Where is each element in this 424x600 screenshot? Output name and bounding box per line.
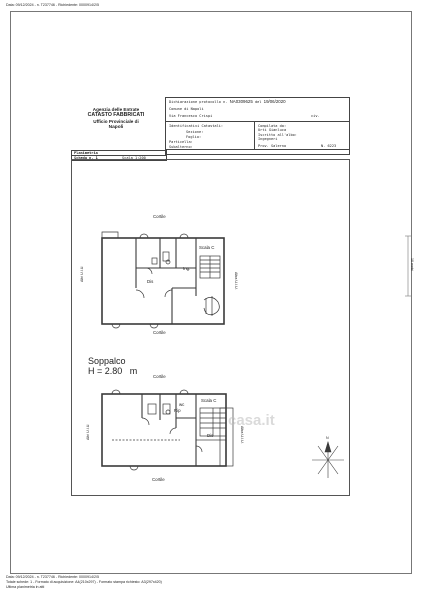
catasto-title: CATASTO FABBRICATI [87, 112, 145, 118]
comune: Comune di Napoli [169, 107, 204, 111]
north-arrow [312, 442, 344, 478]
lower-side-left: Altri U.I.U. [86, 423, 90, 440]
civ-label: civ. [311, 114, 320, 118]
subalterno-label: Subalterno: [169, 145, 193, 149]
compiled-name: Urti Gianluca [258, 128, 287, 132]
lower-dis-label: Dis [207, 433, 214, 438]
north-arrow-head [325, 442, 331, 452]
soppalco-title: Soppalco [88, 356, 126, 366]
watermark: casa.it [228, 412, 275, 429]
lower-wc-label: wc [179, 402, 185, 407]
prov-label: Prov. Salerno [258, 144, 287, 148]
upper-side-right: Altra U.I.U. [234, 272, 238, 290]
top-stamp: Data: 09/12/2024 - n. T237746 - Richiedente: 0000914/2/5 [6, 3, 100, 7]
door-swing [136, 290, 144, 298]
upper-bath-fixture [163, 252, 169, 261]
foglio-label: Foglio: [186, 135, 202, 139]
upper-cortile-top: Cortile [153, 214, 166, 219]
lower-cortile-bottom: Cortile [152, 477, 165, 482]
door-swing [165, 290, 172, 297]
scala-label: Scala 1:200 [122, 155, 146, 160]
date-label: del [254, 100, 262, 104]
door-swing [196, 446, 202, 452]
scheda-label: Scheda n. 1 [74, 155, 98, 160]
sezione-label: Sezione: [186, 130, 204, 134]
albo-label: Iscritto all'albo: [258, 133, 297, 137]
upper-wc-fixture [166, 260, 170, 264]
agency-name: Agenzia delle Entrate [92, 107, 140, 112]
upper-ing-label: Ing. [183, 266, 191, 271]
lower-bath-fixture [148, 404, 156, 414]
compiled-label: Compilata da: [258, 124, 287, 128]
protocol-number: NA0309625 [229, 99, 253, 104]
door-swing [142, 418, 149, 425]
registration-number: N. 6223 [321, 144, 337, 148]
lower-wc-fixture [166, 410, 170, 414]
albo-value: Ingegneri [258, 137, 278, 141]
lower-bath-fixture [163, 404, 170, 414]
identifiers-heading: Identificativi Catastali: [169, 124, 224, 128]
protocol-label: Dichiarazione protocollo n. [169, 100, 228, 104]
lower-side-right: Altra U.I.U. [240, 426, 244, 444]
ufficio-label: Ufficio Provinciale di [93, 119, 139, 124]
door-swing [146, 268, 152, 274]
door-swing [170, 428, 176, 434]
lower-outer-wall [102, 394, 226, 466]
bottom-stamp-line1: Data: 09/12/2024 - n. T237746 - Richiedente: 0000914/2/5 [6, 575, 100, 579]
lower-dis-room [196, 440, 226, 466]
ruler-label: 10 metri [410, 258, 414, 271]
address: Via Francesco Crispi [169, 114, 213, 118]
soppalco-height: H = 2.80 m [88, 366, 138, 376]
bottom-stamp-line3: Ultima planimetria in atti [6, 585, 45, 589]
date-value: 19/06/2020 [263, 99, 286, 104]
lower-cortile-top: Cortile [153, 374, 166, 379]
particella-label: Particella: [169, 140, 193, 144]
bottom-stamp-line2: Totale schede: 1 - Formato di acquisizione: A4(210x297) - Formato stampa richiesto: A3(297x420) [6, 580, 162, 584]
lower-scala-c: Scala C [201, 398, 217, 403]
upper-scala-c: Scala C [199, 245, 215, 250]
upper-cortile-bottom: Cortile [153, 330, 166, 335]
lower-rip-label: Rip [174, 408, 181, 413]
upper-notch [102, 232, 118, 238]
north-label: N [326, 436, 329, 440]
ufficio-city: Napoli [108, 125, 124, 130]
planimetria-label: Planimetria [74, 151, 98, 155]
upper-side-left: Altri U.I.U. [80, 265, 84, 282]
upper-dis-label: Dis [147, 279, 154, 284]
upper-bath-fixture [152, 258, 157, 264]
